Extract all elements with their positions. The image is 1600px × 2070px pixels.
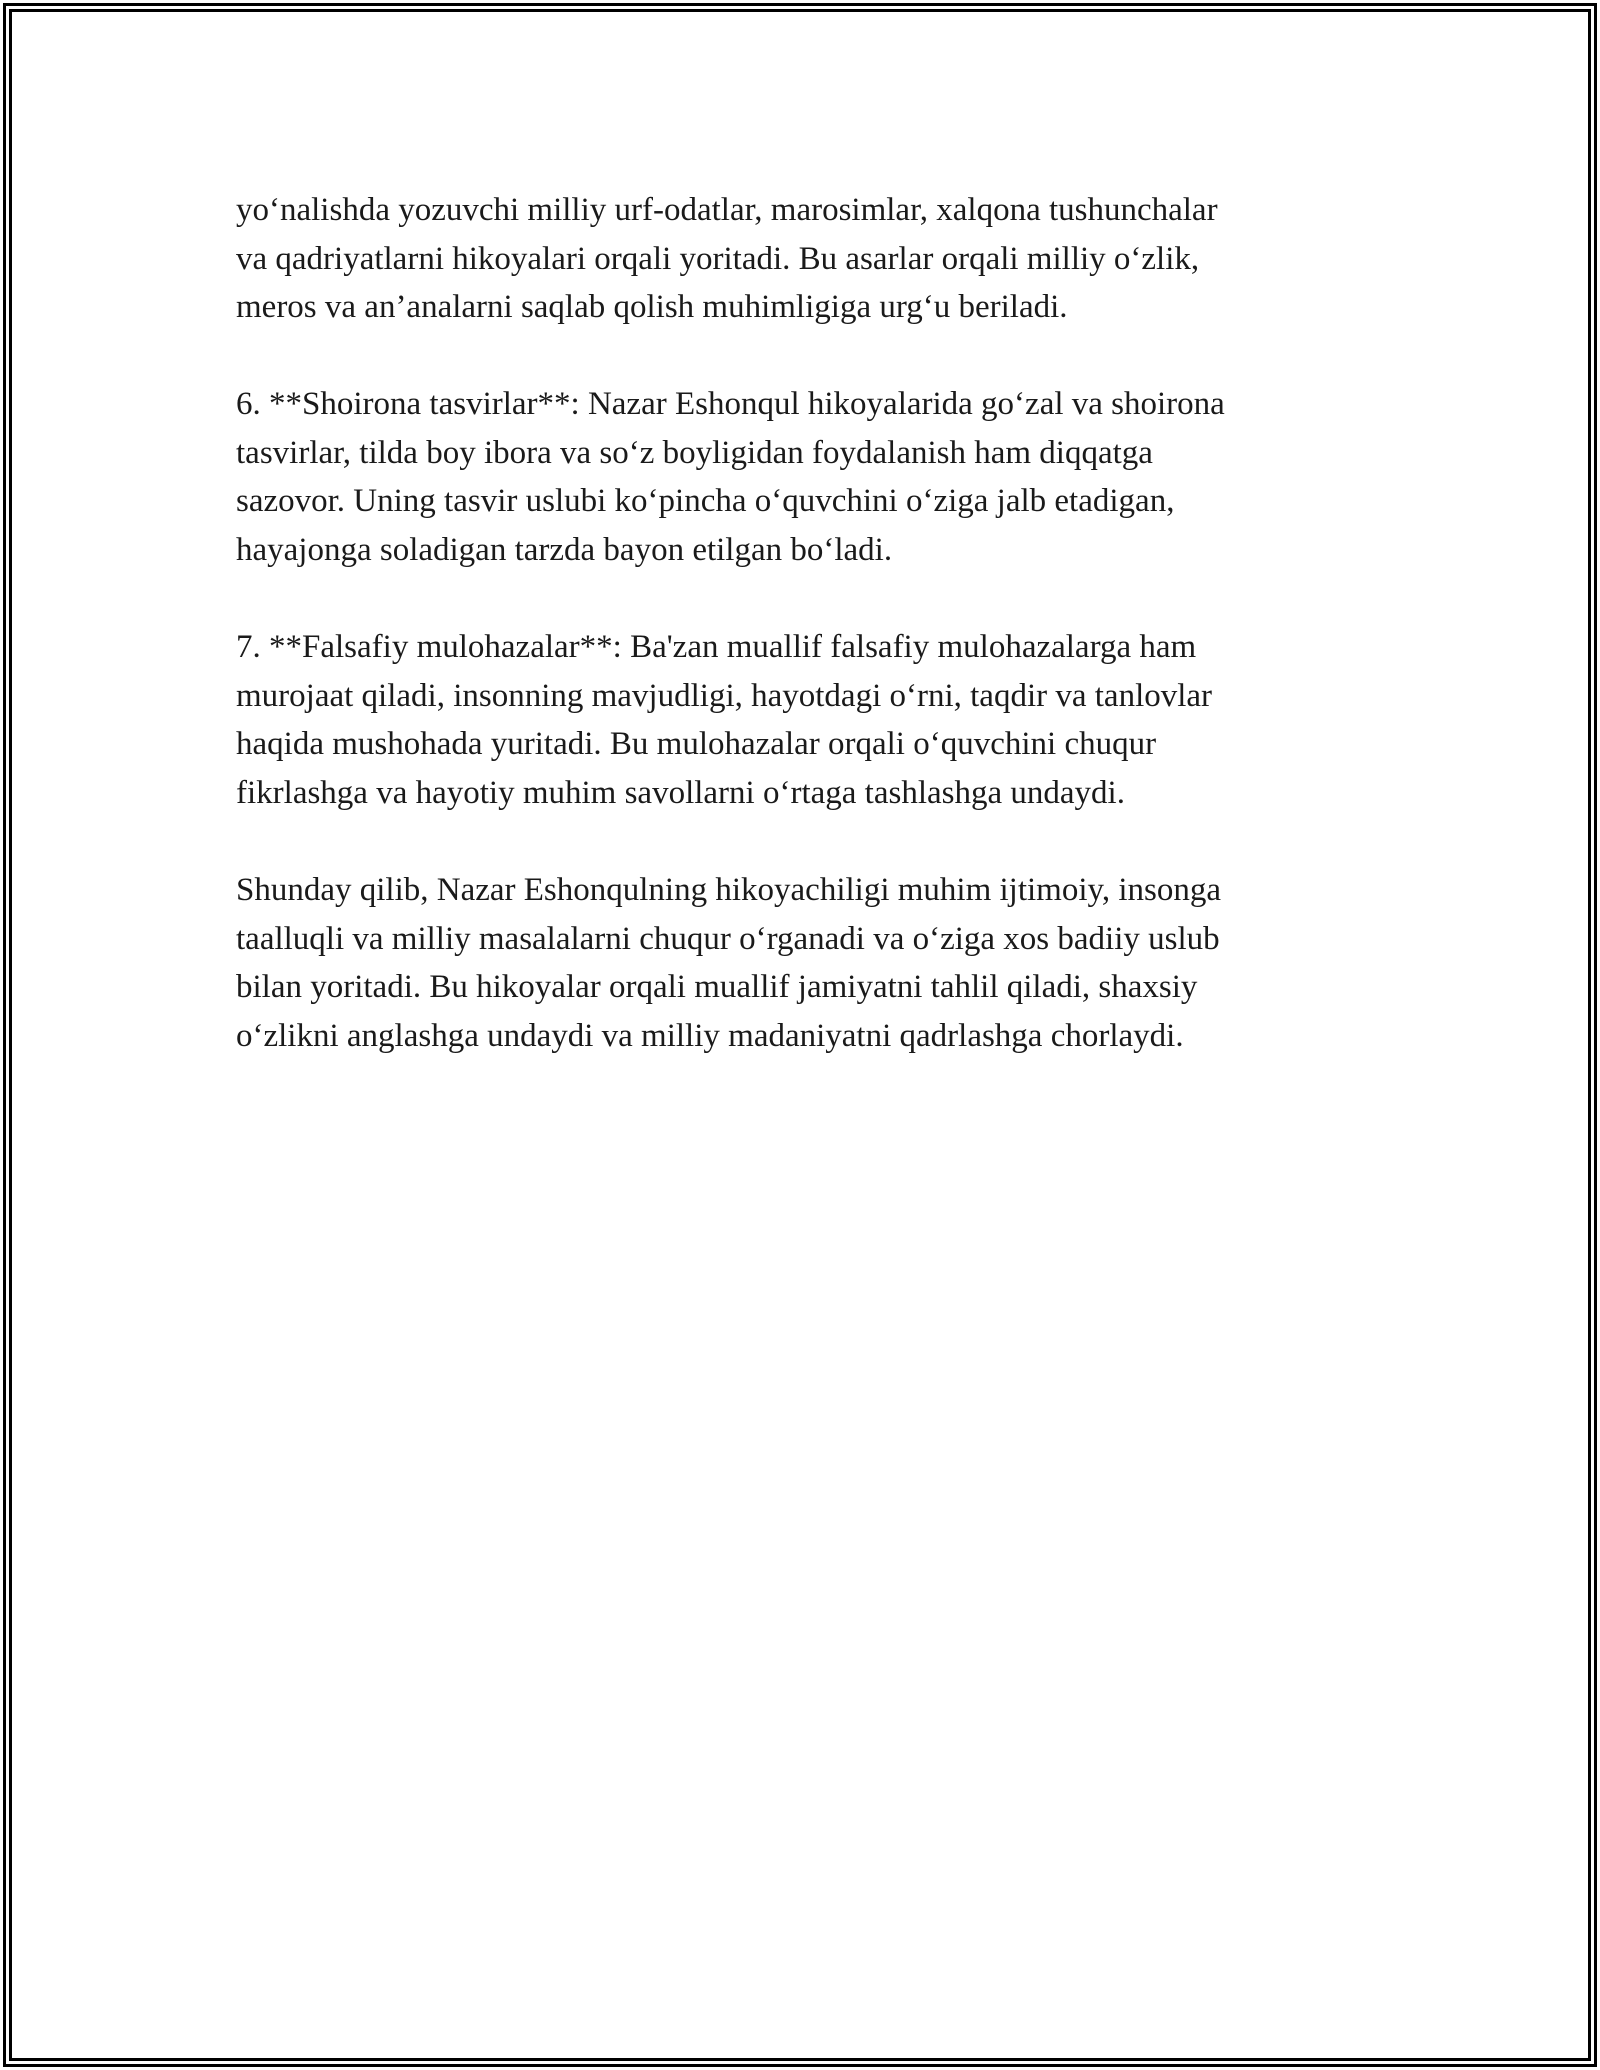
text-line: 6. **Shoirona tasvirlar**: Nazar Eshonqul hikoyalarida go‘zal va shoirona xyxy=(236,386,1225,423)
text-line: sazovor. Uning tasvir uslubi ko‘pincha o‘quvchini o‘ziga jalb etadigan, xyxy=(236,483,1175,520)
text-line: Shunday qilib, Nazar Eshonqulning hikoyachiligi muhim ijtimoiy, insonga xyxy=(236,872,1222,909)
text-line: murojaat qiladi, insonning mavjudligi, hayotdagi o‘rni, taqdir va tanlovlar xyxy=(236,677,1213,714)
text-line: haqida mushohada yuritadi. Bu mulohazalar orqali o‘quvchini chuqur xyxy=(236,726,1157,763)
text-line: yo‘nalishda yozuvchi milliy urf-odatlar, marosimlar, xalqona tushunchalar xyxy=(236,192,1218,228)
paragraph-conclusion xyxy=(236,866,1361,1060)
text-line: bilan yoritadi. Bu hikoyalar orqali muallif jamiyatni tahlil qiladi, shaxsiy xyxy=(236,969,1198,1006)
paragraph-poetic-imagery xyxy=(236,380,1361,574)
text-line: 7. **Falsafiy mulohazalar**: Ba'zan muallif falsafiy mulohazalarga ham xyxy=(236,629,1197,666)
text-line: hayajonga soladigan tarzda bayon etilgan bo‘ladi. xyxy=(236,532,893,569)
text-line: o‘zlikni anglashga undaydi va milliy madaniyatni qadrlashga chorlaydi. xyxy=(236,1017,1184,1054)
document-body xyxy=(236,186,1361,1109)
text-line: taalluqli va milliy masalalarni chuqur o‘rganadi va o‘ziga xos badiiy uslub xyxy=(236,920,1220,957)
text-line: fikrlashga va hayotiy muhim savollarni o‘rtaga tashlashga undaydi. xyxy=(236,774,1125,811)
text-line: tasvirlar, tilda boy ibora va so‘z boyligidan foydalanish ham diqqatga xyxy=(236,434,1153,471)
text-line: va qadriyatlarni hikoyalari orqali yoritadi. Bu asarlar orqali milliy o‘zlik, xyxy=(236,240,1200,277)
text-line: meros va an’analarni saqlab qolish muhimligiga urg‘u beriladi. xyxy=(236,289,1068,326)
paragraph-philosophical-reflections xyxy=(236,623,1361,817)
paragraph-cultural-values xyxy=(236,186,1361,332)
